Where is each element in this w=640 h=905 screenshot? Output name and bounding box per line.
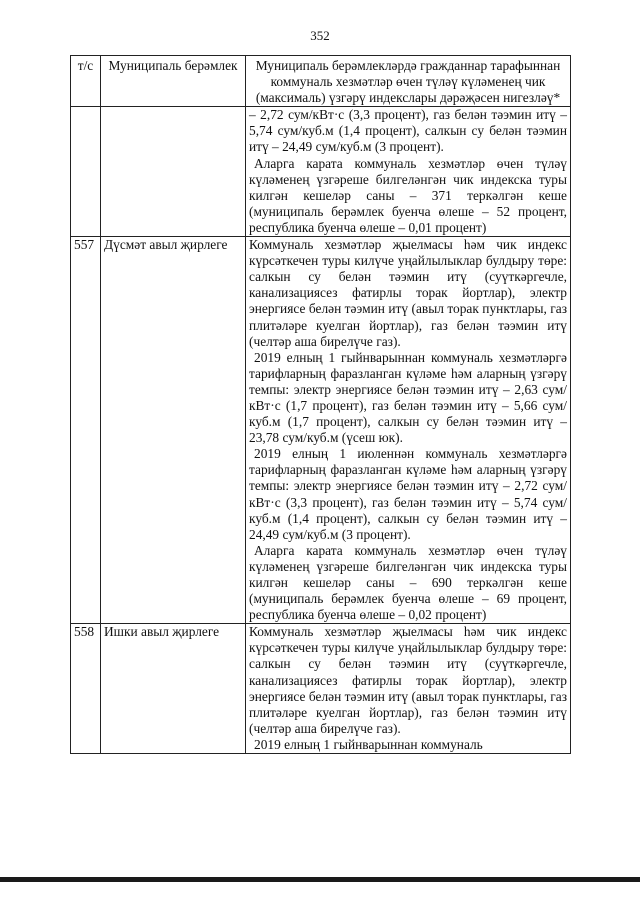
- header-index-justification: Муниципаль берәмлекләрдә гражданнар тарафыннан коммуналь хезмәтләр өчен түләү күләменең чик (максималь) үзгәрү индекслары дәрәҗәсен нигезләү*: [246, 56, 571, 107]
- page-number: 352: [310, 28, 330, 43]
- table-row: [71, 237, 571, 624]
- header-municipality: Муниципаль берәмлек: [101, 56, 246, 107]
- row-number-cell: 558: [71, 624, 101, 754]
- paragraph: 2019 елның 1 гыйнварыннан коммуналь: [254, 736, 483, 752]
- row-justification-cell: [246, 624, 571, 754]
- table-row-continuation: [71, 107, 571, 237]
- table-row: [71, 624, 571, 754]
- row-justification-cell: [246, 237, 571, 624]
- paragraph: Коммуналь хезмәтләр җыелмасы һәм чик индекс күрсәткечен туры килүче уңайлылыклар булдыру төре: салкын су белән тәэмин итү (суүткәргечле, канализациясез фатирлы торак йортлар), электр энергиясе белән тәэмин итү (авыл торак пунктлары, газ плитәләре куелган йортлар), газ белән тәэмин итү (челтәр аша бирелүче газ).: [249, 237, 567, 349]
- row-justification-cell: [246, 107, 571, 237]
- row-name-cell: Дүсмәт авыл җирлеге: [101, 237, 246, 624]
- paragraph: Коммуналь хезмәтләр җыелмасы һәм чик индекс күрсәткечен туры килүче уңайлылыклар булдыру төре: салкын су белән тәэмин итү (суүткәргечле, канализациясез фатирлы торак йортлар), электр энергиясе белән тәэмин итү (авыл торак пунктлары, газ плитәләре куелган йортлар), газ белән тәэмин итү (челтәр аша бирелүче газ).: [249, 624, 567, 736]
- paragraph: Аларга карата коммуналь хезмәтләр өчен түләү күләменең үзгәреше билгеләнгән чик индекска туры килгән кешеләр саны – 690 теркәлгән кеше (муниципаль берәмлек буенча өлеше – 69 процент, республика буенча өлеше – 0,02 процент): [249, 542, 567, 623]
- row-name-cell: [101, 107, 246, 237]
- paragraph: 2019 елның 1 гыйнварыннан коммуналь хезмәтләргә тарифларның фаразланган күләме һәм аларның үзгәрү темпы: электр энергиясе белән тәэмин итү – 2,63 сум/кВт·с (1,7 процент), газ белән тәэмин итү – 5,66 сум/куб.м (1,7 процент), салкын су белән тәэмин итү – 23,78 сум/куб.м (үсеш юк).: [249, 349, 567, 446]
- row-number-cell: [71, 107, 101, 237]
- tariff-table: [70, 55, 571, 754]
- row-name-cell: Ишки авыл җирлеге: [101, 624, 246, 754]
- paragraph: Аларга карата коммуналь хезмәтләр өчен түләү күләменең үзгәреше билгеләнгән чик индекска туры килгән кешеләр саны – 371 теркәлгән кеше (муниципаль берәмлек буенча өлеше – 52 процент, республика буенча өлеше – 0,01 процент): [249, 155, 567, 235]
- header-number: т/с: [71, 56, 101, 107]
- row-number-cell: 557: [71, 237, 101, 624]
- table-header-row: [71, 56, 571, 107]
- paragraph: – 2,72 сум/кВт·с (3,3 процент), газ белән тәэмин итү – 5,74 сум/куб.м (1,4 процент), салкын су белән тәэмин итү – 24,49 сум/куб.м (3 процент).: [249, 107, 567, 155]
- scan-edge-rule: [0, 877, 640, 882]
- paragraph: 2019 елның 1 июленнән коммуналь хезмәтләргә тарифларның фаразланган күләме һәм аларның үзгәрү темпы: электр энергиясе белән тәэмин итү – 2,72 сум/кВт·с (3,3 процент), газ белән тәэмин итү – 5,74 сум/куб.м (1,4 процент), салкын су белән тәэмин итү – 24,49 сум/куб.м (3 процент).: [249, 446, 567, 542]
